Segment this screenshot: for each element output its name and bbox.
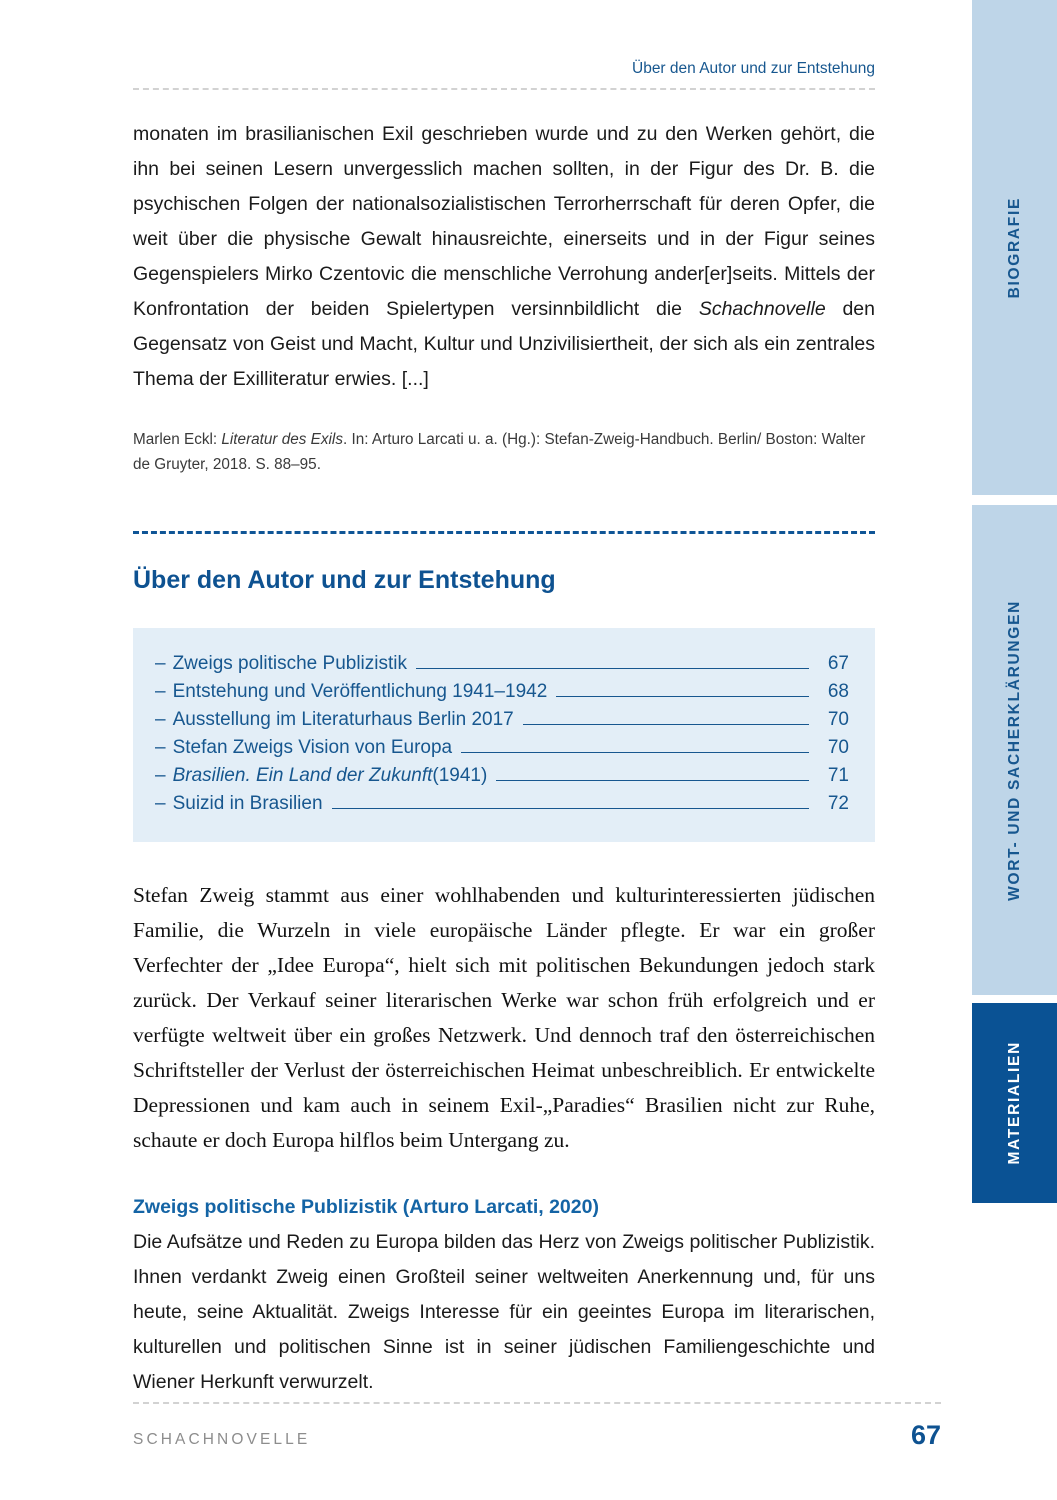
toc-item[interactable]: [155, 650, 849, 678]
side-tab-label: BIOGRAFIE: [1005, 196, 1023, 299]
citation-author: Marlen Eckl:: [133, 430, 222, 448]
toc-item-label-suffix: (1941): [432, 765, 488, 787]
closing-paragraph: Die Aufsätze und Reden zu Europa bilden das Herz von Zweigs politischer Publizistik. Ihnen verdankt Zweig einen Großteil seiner weltweiten Anerkennung und, für uns heute, seine Aktualität. Zweigs Interesse für ein geeintes Europa im literarischen, kulturellen und politischen Sinne ist in seiner jüdischen Familiengeschichte und Wiener Herkunft verwurzelt.: [133, 1231, 875, 1394]
toc-page-number: 68: [827, 681, 849, 703]
side-tab-biografie[interactable]: [972, 0, 1057, 495]
toc-leader: [416, 668, 809, 669]
page-footer: [133, 1402, 941, 1451]
toc-item[interactable]: [155, 706, 849, 734]
toc-dash: –: [155, 709, 166, 731]
toc-item-label: Zweigs politische Publizistik: [172, 653, 407, 675]
biography-paragraph: Stefan Zweig stammt aus einer wohlhabenden und kulturinteressierten jüdischen Familie, die Wurzeln in viele europäische Länder pflegte. Er war ein großer Verfechter der „Idee Europa“, hielt sich mit politischen Bekundungen jedoch stark zurück. Der Verkauf seiner literarischen Werke war schon früh erfolgreich und er verfügte weltweit über ein großes Netzwerk. Und dennoch traf den österreichischen Schriftsteller der Verlust der österreichischen Heimat unbeschreiblich. Er entwickelte Depressionen und kam auch in seinem Exil-„Paradies“ Brasilien nicht zur Ruhe, schaute er doch Europa hilflos beim Untergang zu.: [133, 883, 875, 1153]
footer-book-title: SCHACHNOVELLE: [133, 1431, 311, 1448]
section-divider-wrap: [133, 531, 875, 534]
toc-item-label: Stefan Zweigs Vision von Europa: [172, 737, 453, 759]
toc-item-label: Brasilien. Ein Land der Zukunft: [172, 765, 433, 787]
table-of-contents: [133, 628, 875, 842]
side-tab-rail: [972, 0, 1057, 1500]
toc-item[interactable]: [155, 678, 849, 706]
side-tab-label: WORT- UND SACHERKLÄRUNGEN: [1005, 599, 1023, 901]
toc-item-label: Entstehung und Veröffentlichung 1941–1942: [172, 681, 548, 703]
footer-row: [133, 1420, 941, 1451]
side-tab-wort-und-sacherklaerungen[interactable]: [972, 505, 1057, 995]
side-tab-materialien[interactable]: [972, 1003, 1057, 1203]
toc-page-number: 67: [827, 653, 849, 675]
toc-page-number: 71: [827, 765, 849, 787]
side-tab-label: MATERIALIEN: [1005, 1041, 1023, 1165]
toc-dash: –: [155, 765, 166, 787]
toc-item[interactable]: [155, 734, 849, 762]
toc-page-number: 70: [827, 737, 849, 759]
toc-dash: –: [155, 793, 166, 815]
content-column: [133, 0, 875, 1400]
running-head: Über den Autor und zur Entstehung: [632, 60, 875, 77]
footer-divider: [133, 1402, 941, 1404]
toc-leader: [496, 780, 809, 781]
toc-dash: –: [155, 737, 166, 759]
toc-item[interactable]: [155, 790, 849, 818]
toc-item-label: Ausstellung im Literaturhaus Berlin 2017: [172, 709, 514, 731]
toc-leader: [461, 752, 809, 753]
toc-item[interactable]: [155, 762, 849, 790]
section-divider: [133, 531, 875, 534]
footer-page-number: 67: [910, 1420, 941, 1450]
work-title-emphasis: Schachnovelle: [698, 297, 826, 320]
toc-dash: –: [155, 653, 166, 675]
intro-paragraph: monaten im brasilianischen Exil geschrieben wurde und zu den Werken gehört, die ihn bei seinen Lesern unvergesslich machen sollten, in der Figur des Dr. B. die psychischen Folgen der nationalsozialistischen Terrorherrschaft für deren Opfer, die weit über die physische Gewalt hinausreichte, einerseits und in der Figur seines Gegenspielers Mirko Czentovic die menschliche Verrohung ander[er]seits. Mittels der Konfrontation der beiden Spielertypen versinnbildlicht die Schachnovelle den Gegensatz von Geist und Macht, Kultur und Unzivilisiertheit, der sich als ein zentrales Thema der Exilliteratur erwies. [...]: [133, 122, 875, 390]
citation-work-title: Literatur des Exils: [221, 430, 343, 448]
toc-leader: [523, 724, 809, 725]
toc-leader: [332, 808, 809, 809]
header-divider: [133, 88, 875, 90]
sub-heading: Zweigs politische Publizistik (Arturo Larcati, 2020): [133, 1196, 599, 1219]
citation-source: . In: Arturo Larcati u. a. (Hg.): Stefan-Zweig-Handbuch. Berlin/ Boston: Walter de Gruyter, 2018. S. 88–95.: [133, 430, 866, 473]
toc-page-number: 70: [827, 709, 849, 731]
toc-page-number: 72: [827, 793, 849, 815]
citation-block: [133, 427, 875, 477]
toc-dash: –: [155, 681, 166, 703]
toc-leader: [556, 696, 809, 697]
toc-item-label: Suizid in Brasilien: [172, 793, 323, 815]
section-heading: Über den Autor und zur Entstehung: [133, 565, 556, 594]
